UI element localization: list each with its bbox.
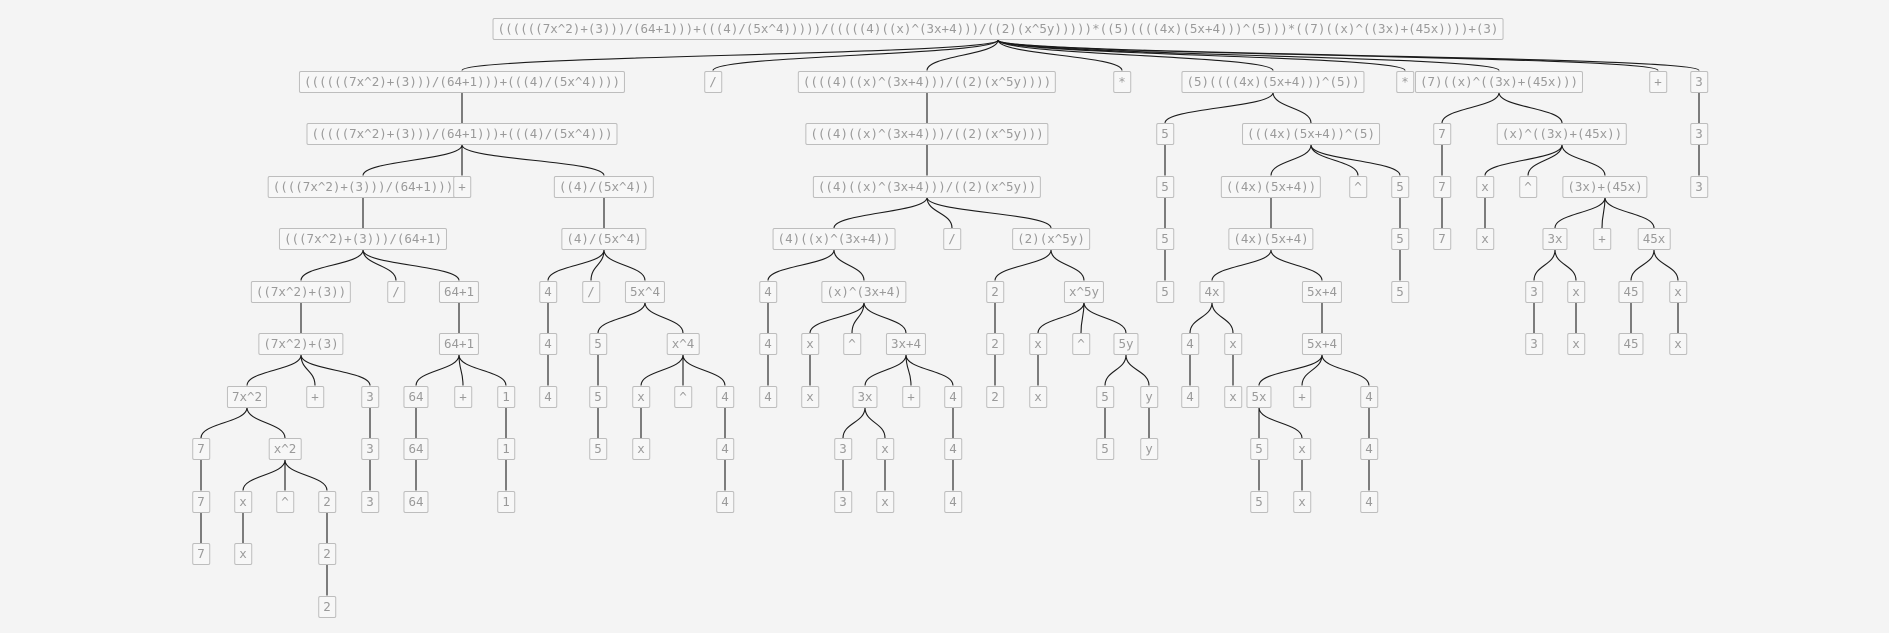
- tree-node-3: 3: [1690, 123, 1708, 145]
- tree-node-4-5x-4: (4)/(5x^4): [561, 228, 646, 250]
- tree-node-5: 5: [1391, 176, 1409, 198]
- tree-edge: [1311, 145, 1358, 176]
- tree-node-5: 5: [589, 438, 607, 460]
- tree-node-3: 3: [1525, 333, 1543, 355]
- tree-edge: [1555, 198, 1605, 229]
- tree-node-caret: ^: [674, 386, 692, 408]
- tree-node-5: 5: [1096, 386, 1114, 408]
- tree-node-x: x: [1476, 176, 1494, 198]
- tree-node-7x-2-3: (7x^2)+(3): [258, 333, 343, 355]
- tree-node-4: 4: [1360, 491, 1378, 513]
- tree-node-7x-2: 7x^2: [227, 386, 267, 408]
- tree-node-caret: ^: [1519, 176, 1537, 198]
- tree-node-64-1: 64+1: [439, 281, 479, 303]
- tree-node-caret: ^: [843, 333, 861, 355]
- tree-node-2-x-5y: (2)(x^5y): [1012, 228, 1090, 250]
- tree-node-divide: /: [704, 71, 722, 93]
- tree-node-x: x: [1029, 333, 1047, 355]
- tree-node-7x-2-3-64-1: (((7x^2)+(3)))/(64+1): [279, 228, 447, 250]
- tree-edge: [1442, 93, 1499, 124]
- tree-node-7x-2-3-64-1: ((((7x^2)+(3)))/(64+1))): [268, 176, 459, 198]
- tree-node-5y: 5y: [1113, 333, 1138, 355]
- tree-node-45: 45: [1618, 333, 1643, 355]
- tree-node-3: 3: [1525, 281, 1543, 303]
- tree-node-4: 4: [759, 386, 777, 408]
- tree-node-4-x-3x-4-2-x-5y: ((((4)((x)^(3x+4)))/((2)(x^5y)))): [798, 71, 1056, 93]
- tree-node-3x: 3x: [1542, 228, 1567, 250]
- tree-node-5: 5: [1156, 281, 1174, 303]
- tree-edge: [1038, 303, 1084, 334]
- tree-node-5: 5: [589, 386, 607, 408]
- tree-edge: [1322, 355, 1369, 386]
- tree-node-4-5x-4: ((4)/(5x^4)): [554, 176, 654, 198]
- tree-node-2: 2: [986, 281, 1004, 303]
- tree-edge: [598, 303, 645, 334]
- tree-node-x: x: [1293, 491, 1311, 513]
- tree-node-45x: 45x: [1638, 228, 1671, 250]
- tree-node-y: y: [1140, 438, 1158, 460]
- tree-node-x: x: [1567, 281, 1585, 303]
- tree-edge: [1273, 93, 1311, 124]
- tree-node-5x-4: 5x+4: [1302, 281, 1342, 303]
- tree-node-x: x: [1293, 438, 1311, 460]
- tree-node-3: 3: [361, 386, 379, 408]
- tree-node-4: 4: [539, 386, 557, 408]
- tree-node-4: 4: [716, 386, 734, 408]
- tree-node-4: 4: [1181, 333, 1199, 355]
- tree-node-7x-2-3-64-1-4-5x-4: (((((7x^2)+(3)))/(64+1)))+(((4)/(5x^4))): [306, 123, 617, 145]
- tree-node-7: 7: [1433, 228, 1451, 250]
- tree-node-64: 64: [403, 386, 428, 408]
- tree-edge: [1051, 250, 1084, 281]
- tree-edge: [843, 408, 865, 439]
- tree-node-7: 7: [192, 491, 210, 513]
- tree-node-2: 2: [986, 333, 1004, 355]
- tree-node-4-x-3x-4-2-x-5y: (((4)((x)^(3x+4)))/((2)(x^5y))): [805, 123, 1048, 145]
- tree-node-x: x: [1224, 333, 1242, 355]
- tree-edge: [462, 145, 604, 176]
- tree-edge: [906, 355, 953, 386]
- tree-edge: [462, 40, 998, 71]
- tree-node-plus: +: [306, 386, 324, 408]
- tree-node-4x-5x-4: (4x)(5x+4): [1228, 228, 1313, 250]
- tree-node-divide: /: [387, 281, 405, 303]
- tree-edge: [1555, 250, 1576, 281]
- tree-node-5-4x-5x-4-5: (5)((((4x)(5x+4)))^(5)): [1181, 71, 1364, 93]
- tree-edge: [363, 250, 459, 281]
- tree-node-plus: +: [454, 386, 472, 408]
- tree-edge: [906, 355, 911, 386]
- tree-edge: [1528, 145, 1562, 176]
- tree-edge: [301, 250, 363, 281]
- tree-node-caret: ^: [1349, 176, 1367, 198]
- tree-node-5: 5: [1250, 491, 1268, 513]
- tree-node-4: 4: [1360, 438, 1378, 460]
- tree-node-5x: 5x: [1246, 386, 1271, 408]
- tree-node-1: 1: [497, 491, 515, 513]
- tree-edge: [1212, 303, 1233, 334]
- tree-node-3: 3: [361, 491, 379, 513]
- tree-edge: [459, 355, 506, 386]
- tree-node-7: 7: [1433, 176, 1451, 198]
- tree-node-5: 5: [1391, 281, 1409, 303]
- tree-node-7: 7: [1433, 123, 1451, 145]
- tree-node-4x-5x-4: ((4x)(5x+4)): [1221, 176, 1321, 198]
- tree-edge: [1259, 408, 1302, 439]
- tree-node-4x: 4x: [1199, 281, 1224, 303]
- tree-node-x: x: [801, 333, 819, 355]
- tree-edge: [416, 355, 459, 386]
- tree-edge: [1084, 303, 1126, 334]
- tree-node-4: 4: [539, 281, 557, 303]
- tree-edge: [834, 250, 864, 281]
- tree-edge: [834, 198, 927, 229]
- tree-node-divide: /: [582, 281, 600, 303]
- tree-node-x-3x-4: (x)^(3x+4): [821, 281, 906, 303]
- tree-edge: [645, 303, 683, 334]
- tree-node-4: 4: [944, 386, 962, 408]
- tree-node-7: 7: [192, 543, 210, 565]
- tree-node-x: x: [1669, 281, 1687, 303]
- tree-node-plus: +: [1649, 71, 1667, 93]
- tree-edge: [1271, 250, 1322, 281]
- tree-node-3x-4: 3x+4: [886, 333, 926, 355]
- tree-node-plus: +: [453, 176, 471, 198]
- tree-node-plus: +: [1593, 228, 1611, 250]
- tree-edge: [995, 250, 1051, 281]
- tree-edge: [1499, 93, 1562, 124]
- tree-node-7x-2-3-64-1-4-5x-4: ((((((7x^2)+(3)))/(64+1)))+(((4)/(5x^4)))): [299, 71, 625, 93]
- tree-edge: [768, 250, 834, 281]
- tree-node-1: 1: [497, 386, 515, 408]
- tree-node-3: 3: [834, 491, 852, 513]
- tree-edge: [1311, 145, 1400, 176]
- tree-edge: [548, 250, 604, 281]
- tree-node-4: 4: [759, 281, 777, 303]
- tree-node-x: x: [234, 543, 252, 565]
- tree-node-divide: /: [943, 228, 961, 250]
- tree-edge: [998, 40, 1499, 71]
- tree-edge: [1534, 250, 1555, 281]
- tree-node-x: x: [632, 386, 650, 408]
- tree-node-x-5y: x^5y: [1064, 281, 1104, 303]
- tree-node-3: 3: [834, 438, 852, 460]
- tree-edge: [641, 355, 683, 386]
- tree-node-x-2: x^2: [269, 438, 302, 460]
- tree-node-4: 4: [944, 438, 962, 460]
- tree-node-4: 4: [1181, 386, 1199, 408]
- tree-node-4: 4: [539, 333, 557, 355]
- tree-node-2: 2: [318, 543, 336, 565]
- tree-node-times: *: [1396, 71, 1414, 93]
- tree-node-x-3x-45x: (x)^((3x)+(45x)): [1497, 123, 1627, 145]
- tree-node-y: y: [1140, 386, 1158, 408]
- tree-edge: [1631, 250, 1654, 281]
- tree-edge: [1212, 250, 1271, 281]
- tree-edge: [865, 355, 906, 386]
- tree-edge: [1605, 198, 1654, 229]
- tree-node-x: x: [1567, 333, 1585, 355]
- tree-node-2: 2: [318, 491, 336, 513]
- tree-node-7: 7: [192, 438, 210, 460]
- tree-node-4: 4: [716, 438, 734, 460]
- tree-node-x: x: [876, 491, 894, 513]
- tree-edge: [201, 408, 247, 439]
- tree-node-5x-4: 5x+4: [1302, 333, 1342, 355]
- tree-node-x: x: [234, 491, 252, 513]
- tree-node-x: x: [801, 386, 819, 408]
- tree-node-2: 2: [318, 596, 336, 618]
- tree-node-4x-5x-4-5: (((4x)(5x+4))^(5): [1242, 123, 1380, 145]
- tree-edge: [1271, 145, 1311, 176]
- tree-edge: [683, 355, 725, 386]
- tree-node-5x-4: 5x^4: [625, 281, 665, 303]
- tree-node-x-4: x^4: [667, 333, 700, 355]
- tree-edge: [301, 355, 370, 386]
- tree-node-4: 4: [944, 491, 962, 513]
- tree-node-caret: ^: [1072, 333, 1090, 355]
- tree-edge: [713, 40, 998, 71]
- tree-edge: [927, 198, 1051, 229]
- tree-root-node: ((((((7x^2)+(3)))/(64+1)))+(((4)/(5x^4)))))/(((((4)((x)^(3x+4)))/((2)(x^5y)))))*((5)((((4x)(5x+4)))^(5)))*((7)((x)^((3x)+(45x))))+(3): [493, 18, 1504, 40]
- tree-node-1: 1: [497, 438, 515, 460]
- tree-node-caret: ^: [276, 491, 294, 513]
- tree-edge: [1654, 250, 1678, 281]
- tree-edge: [247, 408, 285, 439]
- tree-node-45: 45: [1618, 281, 1643, 303]
- tree-node-x: x: [632, 438, 650, 460]
- tree-node-times: *: [1113, 71, 1131, 93]
- tree-node-2: 2: [986, 386, 1004, 408]
- tree-edge: [1126, 355, 1149, 386]
- tree-node-5: 5: [1156, 176, 1174, 198]
- tree-node-3: 3: [1690, 176, 1708, 198]
- tree-node-3x: 3x: [852, 386, 877, 408]
- tree-node-64: 64: [403, 438, 428, 460]
- tree-node-5: 5: [1391, 228, 1409, 250]
- tree-node-5: 5: [1156, 228, 1174, 250]
- tree-node-5: 5: [1156, 123, 1174, 145]
- tree-edge: [1105, 355, 1126, 386]
- tree-edge: [1190, 303, 1212, 334]
- tree-node-64: 64: [403, 491, 428, 513]
- tree-edge: [247, 355, 301, 386]
- tree-node-x: x: [1029, 386, 1047, 408]
- tree-node-4: 4: [716, 491, 734, 513]
- tree-node-plus: +: [902, 386, 920, 408]
- tree-node-x: x: [1476, 228, 1494, 250]
- tree-node-4-x-3x-4-2-x-5y: ((4)((x)^(3x+4)))/((2)(x^5y)): [813, 176, 1041, 198]
- tree-edge: [363, 250, 396, 281]
- tree-edge: [243, 460, 285, 491]
- tree-node-4: 4: [759, 333, 777, 355]
- tree-node-5: 5: [1096, 438, 1114, 460]
- tree-edge: [285, 460, 327, 491]
- tree-edge: [363, 145, 462, 176]
- tree-node-3x-45x: (3x)+(45x): [1562, 176, 1647, 198]
- tree-node-7x-2-3: ((7x^2)+(3)): [251, 281, 351, 303]
- tree-node-x: x: [1224, 386, 1242, 408]
- tree-node-x: x: [1669, 333, 1687, 355]
- tree-edge: [810, 303, 864, 334]
- tree-edge: [1562, 145, 1605, 176]
- tree-node-3: 3: [361, 438, 379, 460]
- tree-edge: [1165, 93, 1273, 124]
- tree-node-64-1: 64+1: [439, 333, 479, 355]
- tree-node-4-x-3x-4: (4)((x)^(3x+4)): [773, 228, 896, 250]
- tree-edge: [998, 40, 1699, 71]
- tree-node-3: 3: [1690, 71, 1708, 93]
- tree-node-x: x: [876, 438, 894, 460]
- tree-edge: [604, 250, 645, 281]
- tree-node-4: 4: [1360, 386, 1378, 408]
- tree-node-5: 5: [589, 333, 607, 355]
- tree-node-plus: +: [1293, 386, 1311, 408]
- tree-edge: [1485, 145, 1562, 176]
- tree-edge: [864, 303, 906, 334]
- tree-node-7-x-3x-45x: (7)((x)^((3x)+(45x))): [1415, 71, 1583, 93]
- tree-node-5: 5: [1250, 438, 1268, 460]
- tree-edge: [865, 408, 885, 439]
